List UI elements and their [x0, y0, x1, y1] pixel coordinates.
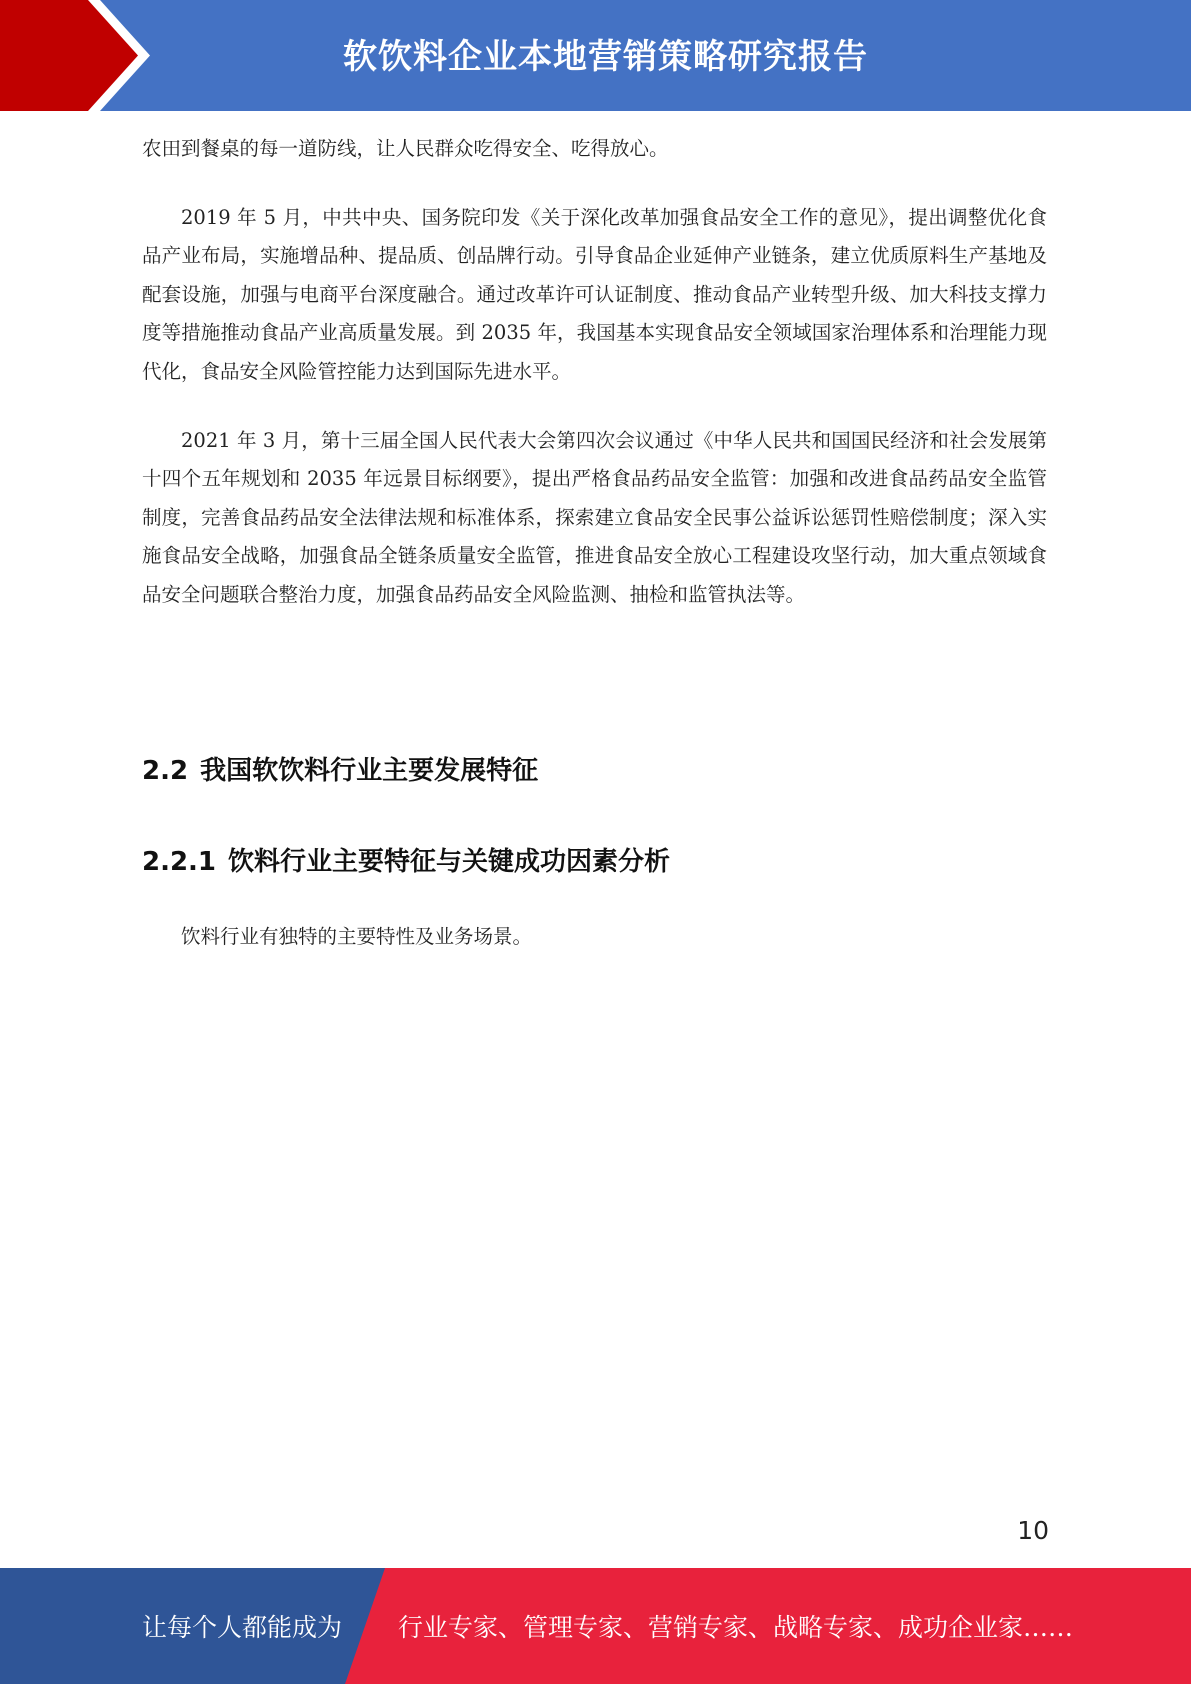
report-title: 软饮料企业本地营销策略研究报告 — [343, 37, 868, 77]
section-heading — [142, 750, 538, 787]
paragraph-2021-plan: 2021 年 3 月，第十三届全国人民代表大会第四次会议通过《中华人民共和国国民经济和社会发展第十四个五年规划和 2035 年远景目标纲要》，提出严格食品药品安全监管：加强和改进食品药品安全监管制度，完善食品药品安全法律法规和标准体系，探索建立食品安全民事公益诉讼惩罚性赔偿制度；深入实施食品安全战略，加强食品全链条质量安全监管，推进食品安全放心工程建设攻坚行动，加大重点领域食品安全问题联合整治力度，加强食品药品安全风险监测、抽检和监管执法等。 — [142, 428, 1047, 606]
page-header — [0, 0, 1191, 111]
paragraph-continuation: 农田到餐桌的每一道防线，让人民群众吃得安全、吃得放心。 — [142, 137, 669, 160]
subsection-heading — [142, 841, 670, 878]
section-number: 2.2 — [142, 756, 189, 786]
page-footer — [0, 1568, 1191, 1684]
page-number: 10 — [1017, 1516, 1049, 1545]
subsection-paragraph: 饮料行业有独特的主要特性及业务场景。 — [181, 925, 533, 948]
footer-slogan-right: 行业专家、管理专家、营销专家、战略专家、成功企业家…… — [398, 1613, 1074, 1642]
footer-slogan-left: 让每个人都能成为 — [142, 1613, 343, 1642]
subsection-title: 饮料行业主要特征与关键成功因素分析 — [228, 847, 671, 877]
section-title: 我国软饮料行业主要发展特征 — [200, 756, 539, 786]
paragraph-2019-policy: 2019 年 5 月，中共中央、国务院印发《关于深化改革加强食品安全工作的意见》，提出调整优化食品产业布局，实施增品种、提品质、创品牌行动。引导食品企业延伸产业链条，建立优质原料生产基地及配套设施，加强与电商平台深度融合。通过改革许可认证制度、推动食品产业转型升级、加大科技支撑力度等措施推动食品产业高质量发展。到 2035 年，我国基本实现食品安全领域国家治理体系和治理能力现代化，食品安全风险管控能力达到国际先进水平。 — [142, 205, 1047, 383]
subsection-number: 2.2.1 — [142, 847, 217, 877]
body-text — [142, 130, 1047, 615]
